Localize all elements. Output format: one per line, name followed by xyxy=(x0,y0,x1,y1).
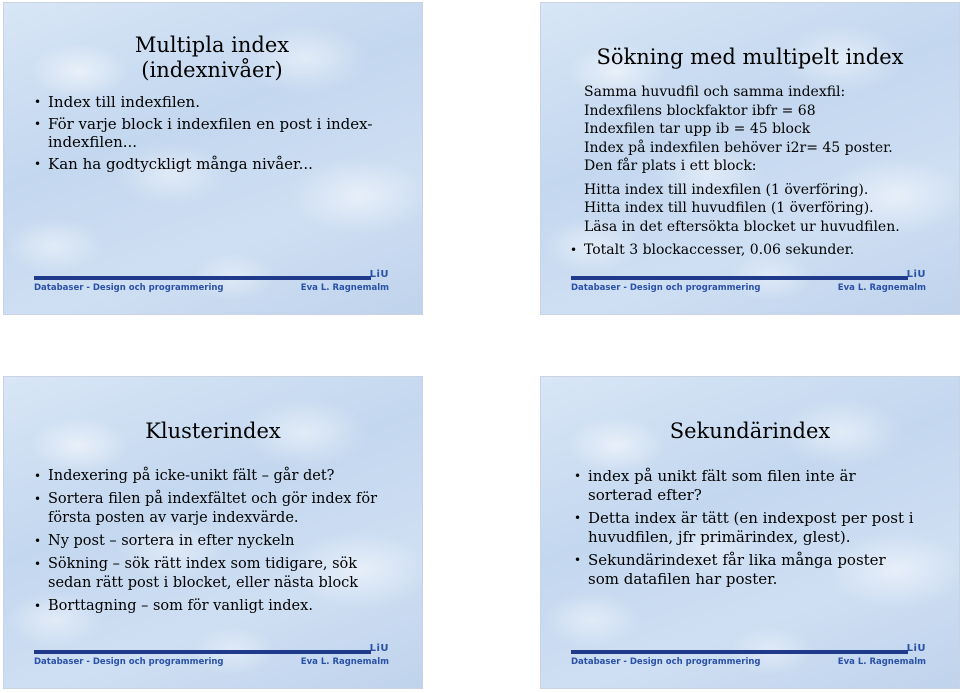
bullet-icon: • xyxy=(34,157,42,171)
liu-logo: LiU xyxy=(906,269,926,280)
slide-body xyxy=(570,83,944,264)
bullet-icon: • xyxy=(34,469,42,483)
slide-title: Sekundärindex xyxy=(669,419,831,443)
footer-bar xyxy=(34,650,371,654)
bullet-icon: • xyxy=(34,557,42,571)
footer-bar xyxy=(34,276,371,280)
bullet-icon: • xyxy=(34,534,42,548)
bullet-item: • Ny post – sortera in efter nyckeln xyxy=(34,533,295,549)
slide-sokning-multipelt-index xyxy=(540,2,960,315)
slide-klusterindex xyxy=(3,376,423,689)
bullet-item: • Sekundärindexet får lika många poster som datafilen har poster. xyxy=(574,551,886,588)
footer-course: Databaser - Design och programmering xyxy=(34,283,224,293)
slide-body xyxy=(34,93,379,177)
slide-title: Sökning med multipelt index xyxy=(596,45,904,69)
slide-title-line2: (indexnivåer) xyxy=(141,58,283,82)
bullet-icon: • xyxy=(34,599,42,613)
bullet-item: • Sökning – sök rätt index som tidigare, sök sedan rätt post i blocket, eller nästa block xyxy=(34,556,359,591)
bullet-item: • Indexering på icke-unikt fält – går det? xyxy=(34,468,335,484)
footer-author: Eva L. Ragnemalm xyxy=(837,283,926,293)
slide-title-line1: Multipla index xyxy=(134,33,290,57)
bullet-icon: • xyxy=(570,243,578,257)
footer-course: Databaser - Design och programmering xyxy=(571,283,761,293)
bullet-item: • Totalt 3 blockaccesser, 0.06 sekunder. xyxy=(570,242,855,258)
footer-bar xyxy=(571,276,908,280)
footer-bar xyxy=(571,650,908,654)
bullet-item: • Kan ha godtyckligt många nivåer... xyxy=(34,155,313,173)
slide-title: Klusterindex xyxy=(145,419,281,443)
footer-course: Databaser - Design och programmering xyxy=(571,657,761,667)
slide-footer xyxy=(571,269,926,294)
bullet-icon: • xyxy=(574,469,582,483)
slide-title xyxy=(132,33,292,83)
bullet-icon: • xyxy=(574,553,582,567)
slide-footer xyxy=(34,643,389,668)
slide-footer xyxy=(571,643,926,668)
slide-body xyxy=(574,467,919,593)
bullet-icon: • xyxy=(34,117,42,131)
bullet-item: • Sortera filen på indexfältet och gör index för första posten av varje indexvärde. xyxy=(34,491,378,526)
bullet-item: • För varje block i indexfilen en post i index-indexfilen... xyxy=(34,115,373,151)
bullet-icon: • xyxy=(574,511,582,525)
bullet-item: • index på unikt fält som filen inte är sorterad efter? xyxy=(574,467,856,504)
step-line: Hitta index till indexfilen (1 överföring). xyxy=(584,181,869,198)
slide-multipla-index xyxy=(3,2,423,315)
bullet-item: • Detta index är tätt (en indexpost per post i huvudfilen, jfr primärindex, glest). xyxy=(574,509,914,546)
slide-sekundarindex xyxy=(540,376,960,689)
slide-body xyxy=(34,467,389,620)
footer-author: Eva L. Ragnemalm xyxy=(300,283,389,293)
text-line: Den får plats i ett block: xyxy=(584,158,757,174)
bullet-icon: • xyxy=(34,492,42,506)
bullet-item: • Borttagning – som för vanligt index. xyxy=(34,598,313,614)
text-line: Samma huvudfil och samma indexfil: xyxy=(584,84,846,100)
text-line: Indexfilen tar upp ib = 45 block xyxy=(584,121,811,137)
slide-footer xyxy=(34,269,389,294)
step-line: Läsa in det eftersökta blocket ur huvudfilen. xyxy=(584,218,900,235)
step-line: Hitta index till huvudfilen (1 överföring). xyxy=(584,200,874,216)
text-line: Index på indexfilen behöver i2r= 45 poster. xyxy=(584,139,893,156)
footer-course: Databaser - Design och programmering xyxy=(34,657,224,667)
liu-logo: LiU xyxy=(369,643,389,654)
bullet-icon: • xyxy=(34,95,42,109)
footer-author: Eva L. Ragnemalm xyxy=(300,657,389,667)
bullet-item: • Index till indexfilen. xyxy=(34,93,200,111)
liu-logo: LiU xyxy=(906,643,926,654)
liu-logo: LiU xyxy=(369,269,389,280)
text-line: Indexfilens blockfaktor ibfr = 68 xyxy=(584,102,816,119)
footer-author: Eva L. Ragnemalm xyxy=(837,657,926,667)
